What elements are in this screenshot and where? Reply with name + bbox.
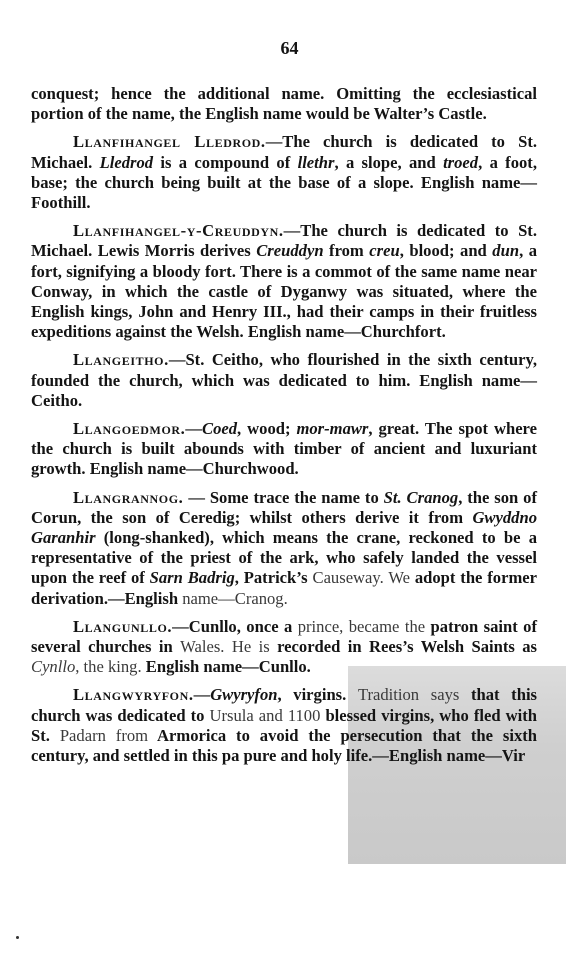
entry-text: , wood; [237, 419, 297, 439]
faded-text: prince, became the [297, 616, 426, 636]
faded-text: Tradition says [357, 685, 460, 705]
faded-text: Causeway. We [312, 568, 411, 588]
paragraph-walters-castle [31, 84, 537, 124]
entry-heading: Llangrannog. [73, 487, 184, 507]
entry-llangoedmor [31, 419, 537, 480]
paragraph-text: conquest; hence the additional name. Omitting the ecclesiastical portion of the name, the English name would be Walter’s Castle. [31, 84, 537, 124]
page-number: 64 [280, 38, 299, 58]
faded-italic-term: Cynllo [31, 657, 76, 677]
faded-text: Wales. He is [180, 637, 270, 657]
entry-text: is a compound of [153, 152, 298, 172]
entry-text: , a foot, base; the church being built at the base of a slope. English name—Foothill. [31, 152, 537, 213]
entry-text: , a slope, and [334, 152, 444, 172]
entry-text: , a fort, signifying a bloody fort. There is a commot of the same name near Conway, in which the castle of Dyganwy was situated, where the English kings, John and Henry III., had their camps in their fruitless expeditions against the Welsh. English name—Churchfort. [31, 241, 538, 342]
entry-text: from [323, 241, 370, 261]
entry-text: that this church was dedicated to [31, 685, 538, 725]
entry-text: , great. The spot where the church is built abounds with timber of ancient and luxuriant growth. English name—Churchwood. [31, 419, 537, 479]
faded-text: , the king. [75, 657, 142, 677]
faded-text: Padarn from [59, 725, 149, 745]
entry-llanfihangel-lledrod [31, 132, 537, 213]
entry-llangrannog [31, 488, 537, 609]
italic-term: Lledrod [99, 152, 154, 172]
entry-text: adopt the former derivation.—English [31, 568, 537, 608]
entry-text: English name—Cunllo. [141, 657, 311, 677]
entry-text: —St. Ceitho, who flourished in the sixth century, founded the church, which was dedicated to him. English name—Ceitho. [31, 350, 537, 410]
entry-llangwyryfon [31, 685, 537, 766]
italic-term: Sarn Badrig [149, 568, 235, 588]
italic-term: Gwyddno Garanhir [31, 507, 537, 548]
entry-text: — [193, 685, 211, 705]
italic-term: St. Cranog [383, 487, 459, 507]
entry-text: (long-shanked), which means the crane, reckoned to be a representative of the priest of the ark, who safely landed the vessel upon the reef of [31, 528, 537, 588]
entry-heading: Llangwyryfon. [73, 685, 194, 705]
entry-text: — [185, 419, 203, 439]
italic-term: Coed [202, 419, 238, 439]
entry-text: , the son of Corun, the son of Ceredig; whilst others derive it from [31, 487, 537, 527]
entry-text: —The church is dedicated to St. Michael. [31, 132, 537, 172]
entry-text: , virgins. [277, 685, 358, 705]
entry-text: —Cunllo, once a [172, 616, 298, 636]
entry-heading: Llangeitho. [73, 350, 169, 370]
entry-text: recorded in Rees’s Welsh Saints as [269, 637, 537, 657]
entry-text: —The church is dedicated to St. Michael. Lewis Morris derives [31, 221, 537, 261]
faded-text: Ursula and 1100 [209, 705, 321, 725]
entry-heading: Llangoedmor. [73, 419, 186, 439]
italic-term: troed [443, 152, 479, 172]
entry-llangunllo [31, 617, 537, 678]
entry-text: , blood; and [399, 241, 493, 261]
entry-text: patron saint of several churches in [31, 616, 537, 657]
italic-term: Creuddyn [256, 241, 324, 261]
page-body [31, 84, 537, 774]
italic-term: creu [369, 241, 400, 261]
entry-text: blessed virgins, who fled with St. [31, 705, 537, 745]
italic-term: Gwyryfon [210, 685, 278, 705]
entry-text: , Patrick’s [234, 568, 313, 588]
italic-term: dun [492, 241, 520, 261]
entry-llanfihangel-y-creuddyn [31, 221, 537, 342]
entry-llangeitho [31, 350, 537, 411]
faded-text: name—Cranog. [182, 588, 288, 608]
entry-heading: Llanfihangel-y-Creuddyn. [73, 221, 284, 241]
entry-text: — Some trace the name to [183, 487, 384, 507]
entry-heading: Llangunllo. [73, 616, 173, 636]
ink-speck [16, 936, 19, 939]
italic-term: llethr [297, 152, 335, 172]
italic-term: mor-mawr [296, 419, 369, 439]
entry-text: Armorica to avoid the persecution that the sixth century, and settled in this pa pure and holy life.—English name—Vir [31, 725, 538, 766]
entry-heading: Llanfihangel Lledrod. [73, 132, 266, 152]
